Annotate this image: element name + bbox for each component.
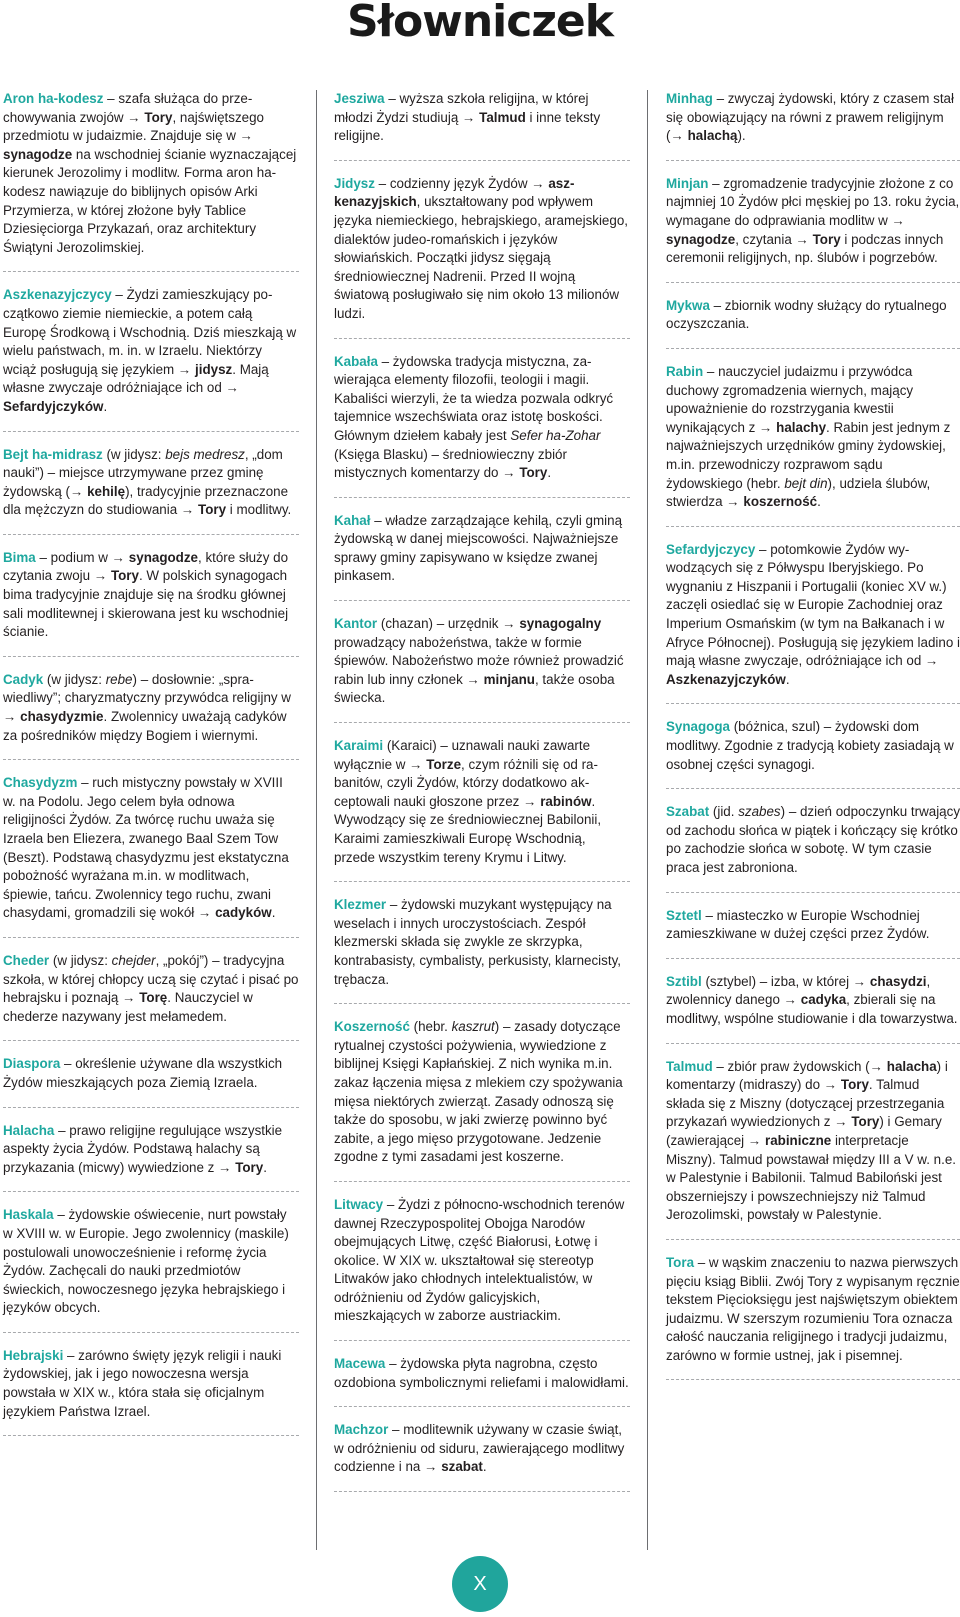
definition-text: . Wywodzący się ze średniowiecznej Babilonii, Karaimi zamieszkiwali Europę Wschodnią, przede wszystkim tereny Krymu i Litwy. <box>334 793 602 865</box>
cross-reference-arrow-icon: → <box>239 128 254 144</box>
definition-text: , najświętszego przedmiotu w judaizmie. Znajduje się w <box>3 109 265 144</box>
glossary-term: Rabin <box>666 363 704 379</box>
definition-text: , ukształtowany pod wpływem języka niemieckiego, hebrajskiego, aramejskiego, dialektów judeo-romańskich i języków słowiańskich. Początki jidysz sięgają średniowiecznej Nadrenii. Przed II wojną światową posługiwało się nim około 13 milionów ludzi. <box>334 194 628 321</box>
italic-phrase: szabes <box>738 804 781 820</box>
definition-text: . Mają własne zwyczaje odróżniające ich od <box>3 361 269 396</box>
glossary-entry <box>334 1421 630 1492</box>
definition-text: (hebr. <box>409 1019 452 1035</box>
definition-text: . W polskich synagogach bima tradycyjnie znajduje się na środku głównej sali modlitewnej i skierowana jest ku wschodniej ścianie. <box>3 568 289 640</box>
glossary-term: Macewa <box>334 1356 386 1372</box>
glossary-entry <box>334 896 630 1004</box>
cross-reference: Tory <box>840 1077 869 1093</box>
cross-reference: Aszkenazyjczyków <box>666 671 786 687</box>
column-divider <box>316 90 317 1550</box>
definition-text: – władze zarządzające kehilą, czyli gminą żydowską w danej miejscowości. Najważniejsze sprawy gminy zapisywano w księdze zwanej pinkasem. <box>334 512 623 584</box>
definition-text: , „dom nauki”) – miejsce utrzymywane przez gminę żydowską ( <box>3 446 283 499</box>
italic-phrase: chejder <box>111 952 156 968</box>
definition-text: – żydowskie oświecenie, nurt powstały w XVIII w. w Europie. Jego zwolennicy (maskile) postulowali unowocześnienie i reformę życia Żydów. Zachęcali do nauki przedmiotów świeckich, nowoczesnego języka hebrajskiego i języków obcych. <box>3 1207 289 1316</box>
glossary-term: Cadyk <box>3 671 44 687</box>
definition-text: – zgromadzenie tradycyjnie złożone z co najmniej 10 Żydów płci męskiej po 13. roku życia, wymagane do odprawiania modlitw w <box>666 175 960 228</box>
definition-text: – zbiornik wodny służący do rytualnego oczyszczania. <box>666 297 947 332</box>
definition-text: (Karaici) – uznawali nauki zawarte wyłącznie w <box>334 738 591 772</box>
glossary-entry <box>334 737 630 882</box>
cross-reference-arrow-icon: → <box>180 502 199 518</box>
glossary-entry <box>3 1347 299 1436</box>
definition-text: (Księga Blasku) – średniowieczny zbiór mistycznych komentarzy do <box>334 446 567 481</box>
cross-reference: szabat <box>441 1459 483 1475</box>
page-badge: X <box>452 1556 508 1612</box>
definition-text: i modlitwy. <box>226 502 292 518</box>
definition-text: – Żydzi zamieszkujący początkowo ziemie niemieckie, a potem całą Europę Środkową i Wschodnią. Dziś mieszkają w wielu państwach, m. in. w Izraelu. Niektórzy wciąż posługują się językiem <box>3 287 297 377</box>
glossary-term: Haskala <box>3 1207 54 1223</box>
glossary-entry <box>3 1055 299 1107</box>
italic-phrase: kaszrut <box>451 1019 495 1035</box>
cross-reference-arrow-icon: → <box>466 671 484 687</box>
cross-reference: Talmud <box>479 109 526 125</box>
glossary-entry <box>334 1196 630 1341</box>
glossary-entry <box>666 803 960 892</box>
glossary-entry <box>666 973 960 1044</box>
definition-text: – wyższa szkoła religijna, w której młodzi Żydzi studiują <box>334 91 589 125</box>
definition-text: ) – dosłownie: „sprawiedliwy”; charyzmatyczny przywódca religijny w <box>3 671 291 706</box>
cross-reference: Tory <box>235 1159 264 1175</box>
cross-reference: halachy <box>776 419 827 435</box>
cross-reference: Tory <box>198 502 227 518</box>
cross-reference: Tory <box>110 568 139 584</box>
glossary-entry <box>3 1122 299 1193</box>
cross-reference: synagodze <box>3 146 73 162</box>
cross-reference: kehilę <box>87 483 126 499</box>
glossary-entry <box>3 446 299 535</box>
glossary-term: Jidysz <box>334 175 375 191</box>
cross-reference-arrow-icon: → <box>502 465 520 481</box>
cross-reference-arrow-icon: → <box>3 709 21 725</box>
definition-text: . Rabin jest jednym z najważniejszych urzędników gminy żydowskiej, m.in. przewodniczy rozprawom sądu żydowskiego (hebr. <box>666 419 951 491</box>
cross-reference: halacha <box>886 1058 937 1074</box>
cross-reference-arrow-icon: → <box>218 1159 236 1175</box>
cross-reference: jidysz <box>195 361 233 377</box>
definition-text: (jid. <box>709 804 739 820</box>
definition-text: , czym różnili się od rabanitów, czyli Żydów, którzy dodatkowo akceptowali nauki głoszone przez <box>334 756 598 809</box>
cross-reference: koszerność <box>743 494 818 510</box>
definition-text: ). <box>737 128 746 144</box>
definition-text: ) i komentarzy (midraszy) do <box>666 1058 948 1093</box>
italic-phrase: bejs medresz <box>165 446 245 462</box>
cross-reference: minjanu <box>483 671 535 687</box>
cross-reference-arrow-icon: → <box>122 990 140 1006</box>
definition-text: . <box>785 671 790 687</box>
definition-text: – szafa służąca do przechowywania zwojów <box>3 91 253 125</box>
cross-reference-arrow-icon: → <box>726 494 744 510</box>
cross-reference-arrow-icon: → <box>111 549 129 565</box>
glossary-term: Klezmer <box>334 897 387 913</box>
glossary-term: Halacha <box>3 1122 55 1138</box>
glossary-term: Chasydyzm <box>3 775 78 791</box>
definition-text: prowadzący nabożeństwa, także w formie śpiewów. Nabożeństwo może również prowadzić rabin lub inny członek <box>334 634 624 687</box>
italic-phrase: bejt din <box>784 475 828 491</box>
definition-text: – podium w <box>35 549 112 565</box>
glossary-entry <box>666 363 960 527</box>
cross-reference-arrow-icon: → <box>891 212 905 228</box>
glossary-term: Kantor <box>334 616 378 632</box>
glossary-term: Jesziwa <box>334 91 385 106</box>
definition-text: – potomkowie Żydów wywodzących się z Półwyspu Iberyjskiego. Po wygnaniu z Hiszpanii i Portugalii (koniec XV w.) zaczęli osiedlać się w Europie Zachodniej oraz Imperium Osmańskim (w tym na Bałkanach i w Afryce Północnej). Posługują się językiem ladino i mają własne zwyczaje, odróżniające ich od <box>666 541 960 669</box>
glossary-term: Cheder <box>3 952 50 968</box>
definition-text: – codzienny język Żydów <box>374 175 532 191</box>
definition-text: na wschodniej ścianie wyznaczającej kierunek Jerozolimy i modlitw. Forma aron ha-kodesz nawiązuje do biblijnych opisów Arki Przymierza, w której złożone były Tablice Dziesięciorga Przykazań, oraz architektury Świątyni Jerozolimskiej. <box>3 146 297 255</box>
glossary-term: Talmud <box>666 1058 713 1074</box>
definition-text: (bóżnica, szul) – żydowski dom modlitwy. Zgodnie z tradycją kobiety zasiadają w osobnej części synagogi. <box>666 719 954 772</box>
cross-reference: synagodze <box>128 549 198 565</box>
glossary-term: Litwacy <box>334 1196 384 1212</box>
cross-reference-arrow-icon: → <box>502 616 520 632</box>
cross-reference: synagodze <box>666 231 736 247</box>
definition-text: – Żydzi z północno-wschodnich terenów dawnej Rzeczypospolitej Obojga Narodów obejmujących Litwę, część Białorusi, Łotwę i okolice. W XIX w. ukształtował się stereotyp Litwaków jako chłodnych intelektualistów, w odróżnieniu od Żydów galicyjskich, mieszkających w zaborze austriackim. <box>334 1196 625 1324</box>
glossary-term: Tora <box>666 1254 695 1270</box>
glossary-entry <box>334 175 630 339</box>
definition-text: – prawo religijne regulujące wszystkie aspekty życia Żydów. Podstawą halachy są przykazania (micwy) wywiedzione z <box>3 1122 283 1175</box>
cross-reference: Sefardyjczyków <box>3 398 104 414</box>
definition-text: i podczas innych ceremonii religijnych, np. ślubów i pogrzebów. <box>666 231 944 266</box>
glossary-entry <box>334 353 630 498</box>
definition-text: – zarówno święty język religii i nauki żydowskiej, jak i jego nowoczesna wersja powstała w XIX w., która stała się oficjalnym językiem Państwa Izrael. <box>3 1347 282 1419</box>
definition-text: . Talmud składa się z Miszny (dotyczącej przestrzegania przykazań wywiedzionych z <box>666 1077 945 1130</box>
glossary-entry <box>666 1254 960 1381</box>
cross-reference-arrow-icon: → <box>852 973 870 989</box>
definition-text: (w jidysz: <box>49 952 112 968</box>
glossary-term: Aron ha-kodesz <box>3 91 104 106</box>
definition-text: – nauczyciel judaizmu i przywódca duchowy zgromadzenia wiernych, mający upoważnienie do rozstrzygania kwestii wynikających z <box>666 363 914 435</box>
cross-reference-arrow-icon: → <box>869 1058 887 1074</box>
definition-text: . <box>547 465 552 481</box>
column-divider <box>647 90 648 1550</box>
cross-reference: rabiniczne <box>765 1132 832 1148</box>
glossary-term: Szabat <box>666 804 710 820</box>
cross-reference-arrow-icon: → <box>747 1132 765 1148</box>
glossary-column-2 <box>334 90 630 1492</box>
glossary-term: Hebrajski <box>3 1347 64 1363</box>
cross-reference: rabinów <box>540 793 592 809</box>
definition-text: – określenie używane dla wszystkich Żydów mieszkających poza Ziemią Izraela. <box>3 1056 283 1090</box>
definition-text: (chazan) – urzędnik <box>377 616 503 632</box>
definition-text: – żydowska płyta nagrobna, często ozdobiona symbolicznymi reliefami i malowidłami. <box>334 1356 629 1390</box>
cross-reference-arrow-icon: → <box>925 653 939 669</box>
definition-text: , „pokój”) – tradycyjna szkoła, w której chłopcy uczą się czytać i pisać po hebrajsku i poznają <box>3 952 299 1006</box>
glossary-term: Kabała <box>334 353 378 369</box>
glossary-entry <box>666 90 960 161</box>
glossary-term: Minhag <box>666 91 713 106</box>
glossary-term: Karaimi <box>334 738 384 754</box>
definition-text: . Zwolennicy uważają cadyków za pośredników między Bogiem i wiernymi. <box>3 709 287 743</box>
glossary-term: Aszkenazyjczycy <box>3 287 112 303</box>
definition-text: . <box>817 494 821 510</box>
cross-reference-arrow-icon: → <box>127 109 145 125</box>
cross-reference-arrow-icon: → <box>177 361 196 377</box>
definition-text: , także osoba świecka. <box>334 671 615 706</box>
cross-reference-arrow-icon: → <box>523 793 541 809</box>
definition-text: ) – dzień odpoczynku trwający od zachodu słońca w piątek i kończący się krótko po zachodzie słońca w sobotę. W tym czasie praca jest zabroniona. <box>666 804 960 875</box>
definition-text: . <box>271 905 276 921</box>
italic-phrase: Sefer ha-Zohar <box>510 427 601 443</box>
glossary-entry <box>3 952 299 1041</box>
definition-text: , czytania <box>735 231 796 247</box>
glossary-term: Sztibl <box>666 973 702 989</box>
glossary-entry <box>334 1355 630 1407</box>
cross-reference-arrow-icon: → <box>225 380 239 396</box>
glossary-entry <box>3 90 299 272</box>
cross-reference: aszkenazyjskich <box>334 175 575 210</box>
glossary-entry <box>3 1206 299 1333</box>
glossary-term: Synagoga <box>666 719 730 735</box>
glossary-entry <box>3 774 299 938</box>
definition-text: ) i Gemary (zawierającej <box>666 1114 942 1148</box>
glossary-term: Mykwa <box>666 297 710 313</box>
definition-text: interpretacje Miszny). Talmud powstawał między III a V w. n.e. w Palestynie i Babilonii. Talmud Babiloński jest obszerniejszy i powszechniejszy niż Talmud Jerozolimski, powstały w Palestynie. <box>666 1132 956 1223</box>
glossary-term: Koszerność <box>334 1019 410 1035</box>
definition-text: ), udziela ślubów, stwierdza <box>666 475 931 510</box>
cross-reference-arrow-icon: → <box>795 231 813 247</box>
cross-reference: Torze <box>426 756 462 772</box>
cross-reference-arrow-icon: → <box>670 128 688 144</box>
cross-reference-arrow-icon: → <box>531 175 549 191</box>
definition-text: – modlitewnik używany w czasie świąt, w odróżnieniu od siduru, zawierającego modlitwy codzienne i na <box>334 1422 625 1475</box>
definition-text: , zwolennicy danego <box>666 973 931 1008</box>
glossary-entry <box>3 549 299 657</box>
glossary-term: Sefardyjczycy <box>666 541 756 557</box>
definition-text: – ruch mistyczny powstały w XVIII w. na Podolu. Jego celem była odnowa religijności Żydów. Za twórcę ruchu uważa się Izraela ben Eliezera, zwanego Baal Szem Tow (Beszt). Podstawą chasydyzmu jest ekstatyczna pobożność wyrażana m.in. w modlitwach, śpiewie, tańcu. Zwolennicy tego ruchu, zwani chasydami, gromadzili się wokół <box>3 775 289 921</box>
cross-reference: Tory <box>812 231 841 247</box>
definition-text: – w wąskim znaczeniu to nazwa pierwszych pięciu ksiąg Biblii. Zwój Tory z wypisanym ręcznie tekstem Pięcioksięgu jest najświętszym obiektem judaizmu. W szerszym rozumieniu Tora oznacza całość nauczania religijnego i tradycji judaizmu, zarówno w formie ustnej, jak i pisemnej. <box>666 1254 960 1363</box>
definition-text: . <box>482 1459 487 1475</box>
definition-text: ), tradycyjnie przeznaczone dla mężczyzn do studiowania <box>3 483 289 518</box>
cross-reference-arrow-icon: → <box>462 109 480 125</box>
cross-reference: synagogalny <box>519 616 602 632</box>
cross-reference-arrow-icon: → <box>409 756 427 772</box>
cross-reference: cadyków <box>215 905 272 921</box>
cross-reference-arrow-icon: → <box>197 905 216 921</box>
glossary-entry <box>334 512 630 601</box>
italic-phrase: rebe <box>105 671 133 687</box>
cross-reference: chasydyzmie <box>20 709 104 725</box>
cross-reference: Tory <box>144 109 173 125</box>
glossary-entry <box>666 907 960 959</box>
definition-text: – zbiór praw żydowskich ( <box>712 1058 870 1074</box>
glossary-entry <box>666 175 960 283</box>
cross-reference: Tory <box>851 1114 880 1130</box>
definition-text: , które służy do czytania zwoju <box>3 549 289 584</box>
glossary-entry <box>334 615 630 723</box>
glossary-entry <box>666 718 960 789</box>
cross-reference-arrow-icon: → <box>424 1459 442 1475</box>
cross-reference: chasydzi <box>869 973 927 989</box>
definition-text: , zbierali się na modlitwy, wspólne studiowanie i dla towarzystwa. <box>666 992 958 1026</box>
glossary-term: Minjan <box>666 175 709 191</box>
glossary-term: Machzor <box>334 1422 389 1438</box>
cross-reference-arrow-icon: → <box>783 992 801 1008</box>
glossary-term: Diaspora <box>3 1056 61 1072</box>
definition-text: (w jidysz: <box>102 446 166 462</box>
glossary-term: Sztetl <box>666 907 702 923</box>
cross-reference-arrow-icon: → <box>759 419 777 435</box>
glossary-entry <box>3 671 299 760</box>
definition-text: – żydowski muzykant występujący na weselach i innych uroczystościach. Zespół klezmerski składa się zwykle ze skrzypka, kontrabasisty, cymbalisty, perkusisty, klarnecisty, trębacza. <box>334 897 621 987</box>
glossary-column-3 <box>666 90 960 1380</box>
definition-text: ) – zasady dotyczące rytualnej czystości pożywienia, wywiedzione z biblijnej Księgi Kapłańskiej. Z nich wynika m.in. zakaz łączenia mięsa z mlekiem czy spożywania mięsa niektórych zwierząt. Zasady odnoszą się także do sposobu, w jaki zwierzę powinno być zabite, a jego mięso przygotowane. Jedzenie zgodne z tymi zasadami jest koszerne. <box>334 1019 623 1165</box>
glossary-term: Bima <box>3 549 36 565</box>
definition-text: – żydowska tradycja mistyczna, zawierająca elementy filozofii, teologii i magii. Kabaliści wierzyli, że ta wiedza pozwala odkryć tajemnice wszechświata oraz istotę boskości. Głównym dziełem kabały jest <box>334 353 614 443</box>
glossary-entry <box>334 1018 630 1182</box>
definition-text: – miasteczko w Europie Wschodniej zamieszkiwane w dużej części przez Żydów. <box>666 907 930 942</box>
definition-text: i inne teksty religijne. <box>334 109 601 144</box>
glossary-term: Kahał <box>334 512 371 528</box>
glossary-entry <box>666 541 960 705</box>
glossary-entry <box>334 90 630 161</box>
cross-reference: cadyka <box>800 992 847 1008</box>
cross-reference-arrow-icon: → <box>834 1114 852 1130</box>
definition-text: . <box>103 398 108 414</box>
cross-reference-arrow-icon: → <box>823 1077 841 1093</box>
glossary-entry <box>3 286 299 431</box>
definition-text: . <box>263 1159 267 1175</box>
glossary-column-1 <box>3 90 299 1436</box>
glossary-entry <box>666 1058 960 1240</box>
cross-reference: halachą <box>687 128 738 144</box>
glossary-entry <box>666 297 960 349</box>
cross-reference: Tory <box>519 465 548 481</box>
page-title: Słowniczek <box>346 0 614 47</box>
cross-reference-arrow-icon: → <box>69 483 88 499</box>
glossary-term: Bejt ha-midrasz <box>3 446 103 462</box>
definition-text: (sztybel) – izba, w której <box>701 973 853 989</box>
definition-text: (w jidysz: <box>43 671 106 687</box>
cross-reference-arrow-icon: → <box>93 568 111 584</box>
definition-text: – zwyczaj żydowski, który z czasem stał się obowiązujący na równi z prawem religijnym ( <box>666 91 954 144</box>
definition-text: . Nauczyciel w chederze nazywany jest mełamedem. <box>3 990 253 1024</box>
cross-reference: Torę <box>139 990 168 1006</box>
